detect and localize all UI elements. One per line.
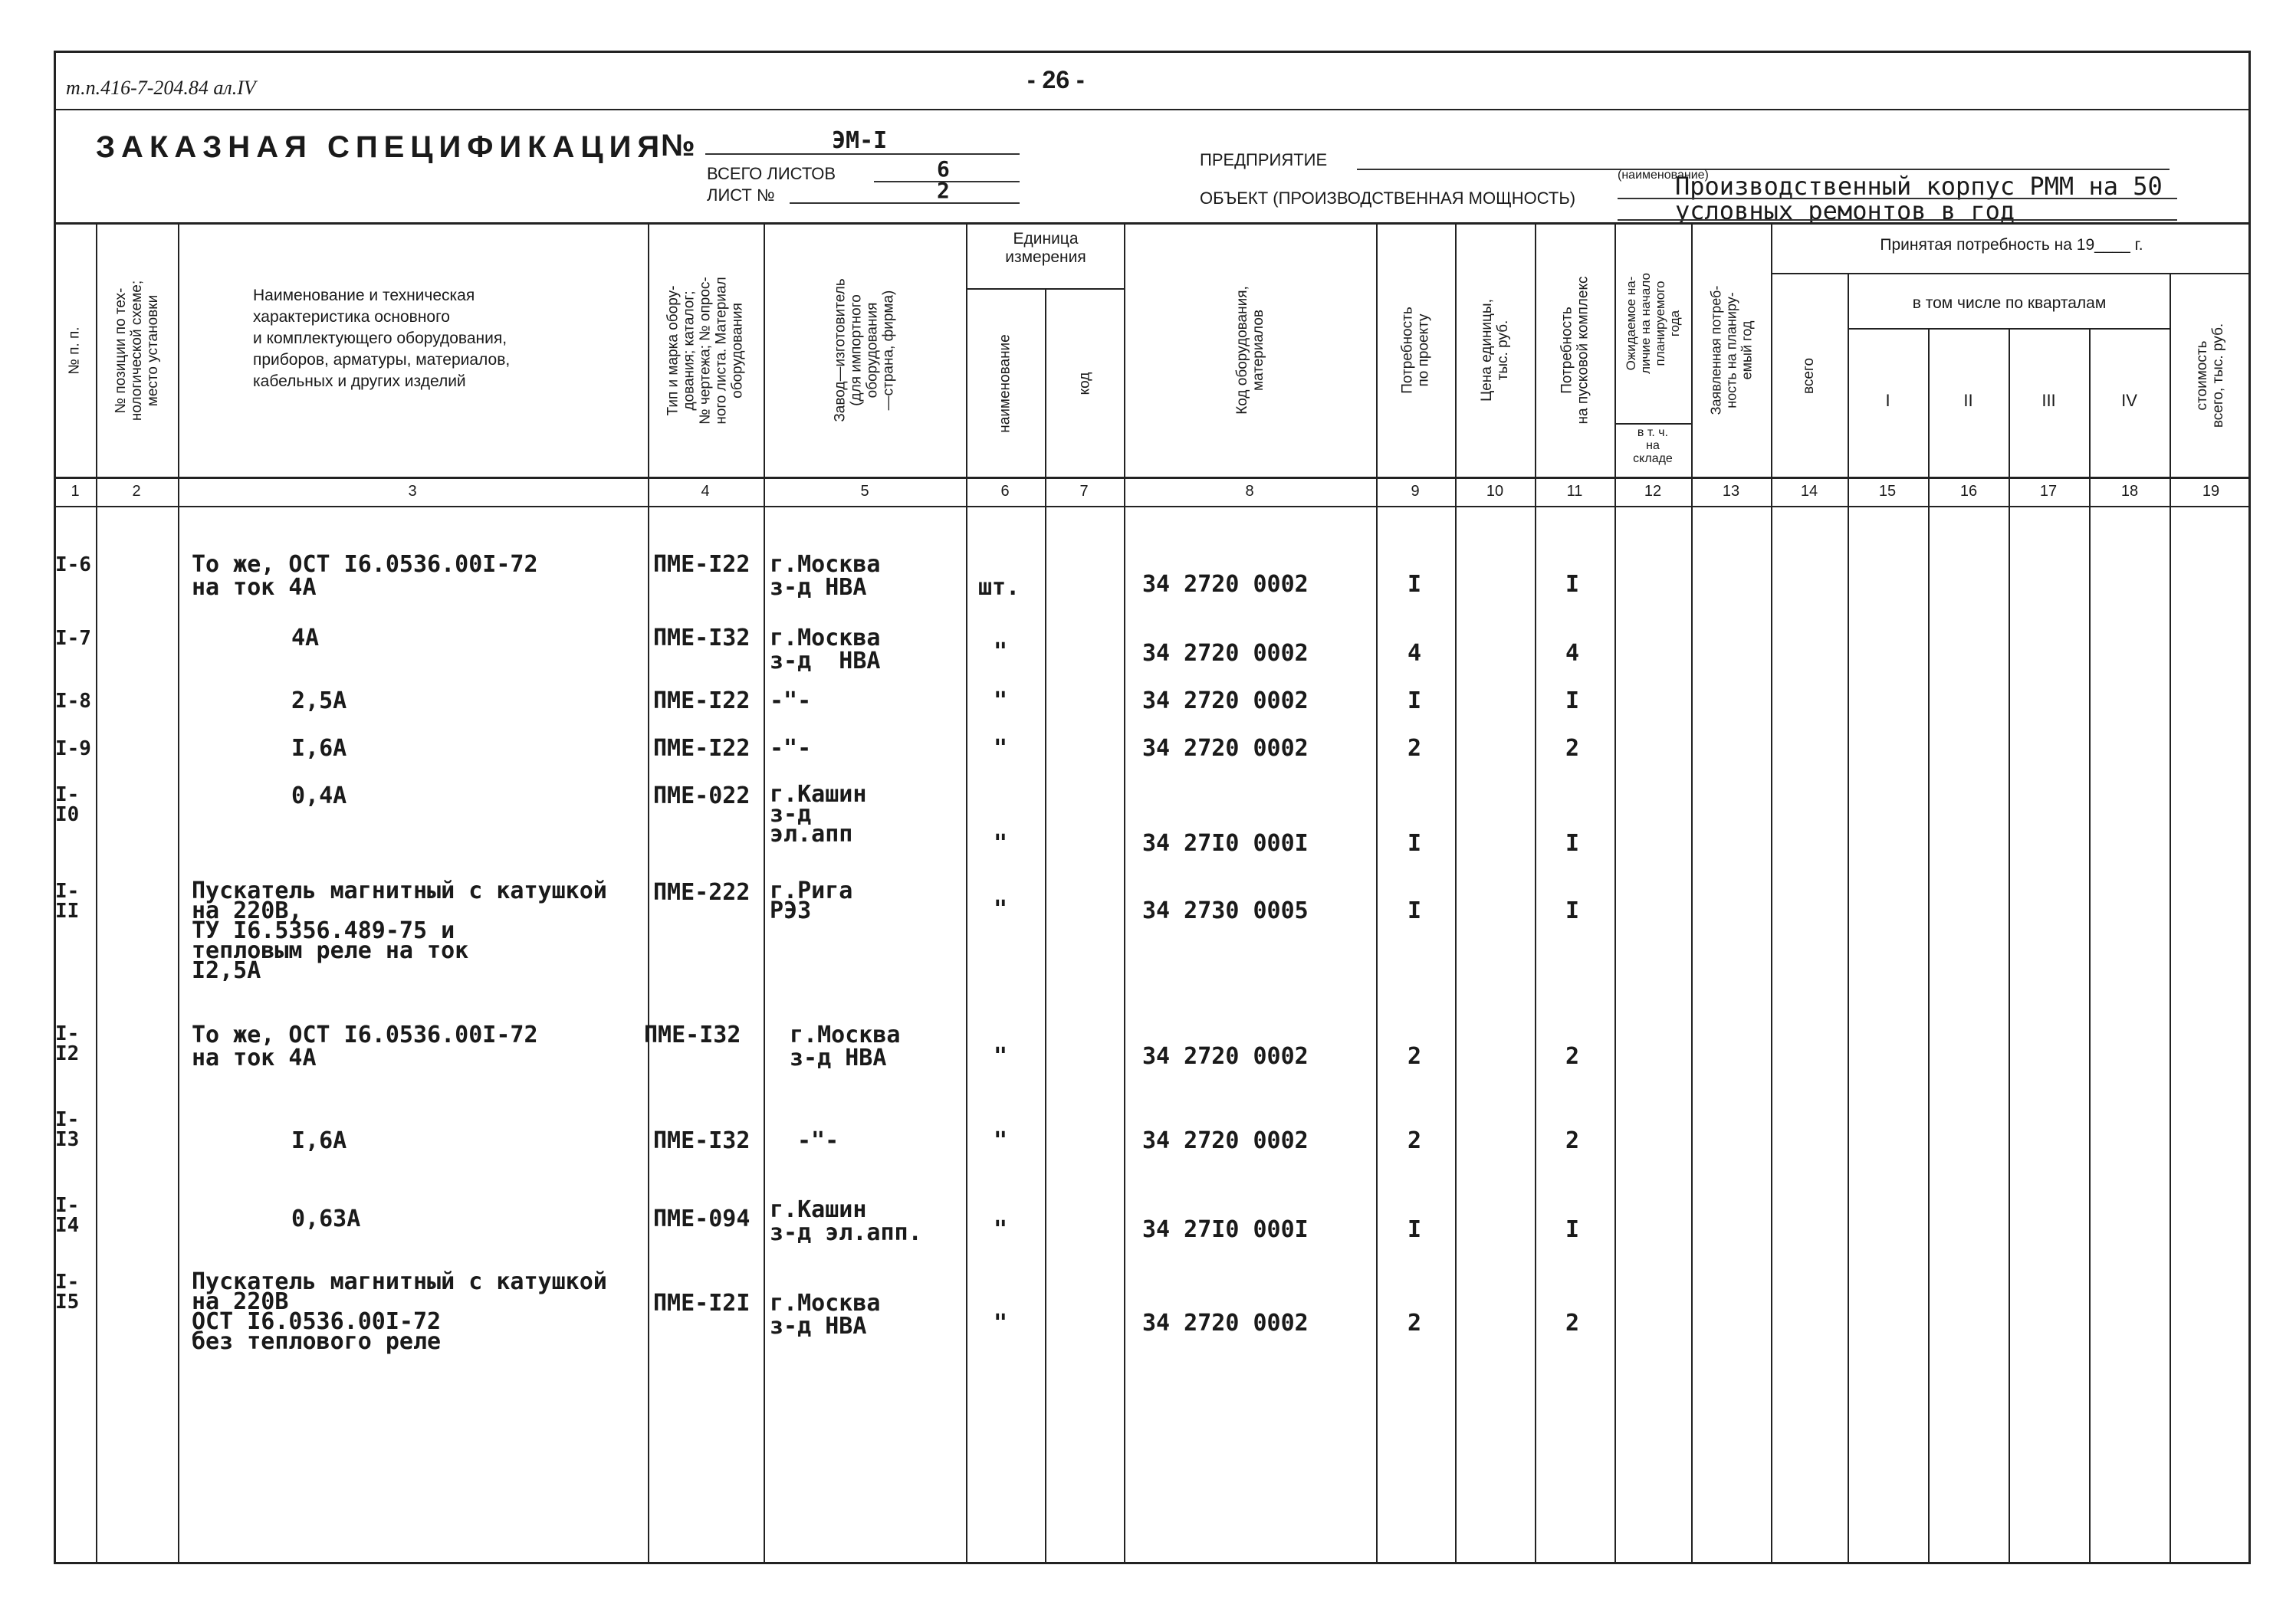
col-number-1: 1 [71,483,80,500]
number-sign: № [661,129,695,162]
spec-number: ЭМ-I [832,127,888,154]
row8-launch: 2 [1565,1127,1580,1154]
object-name-line2: условных ремонтов в год [1675,196,2015,225]
row9-unit: " [994,1216,1008,1243]
doc-title: ЗАКАЗНАЯ СПЕЦИФИКАЦИЯ [96,130,666,164]
col-number-2: 2 [132,483,141,500]
row7-maker: г.Москва з-д НВА [790,1022,901,1071]
col1-header: № п. п. [67,326,84,375]
row5-launch: I [1565,830,1580,857]
sheet-number-label: ЛИСТ № [707,185,775,205]
col11-header: Потребность на пусковой комплекс [1559,276,1591,425]
row9-launch: I [1565,1216,1580,1243]
col-number-16: 16 [1959,483,1978,500]
total-sheets-value: 6 [937,156,950,182]
total-sheets-label: ВСЕГО ЛИСТОВ [707,164,836,183]
row7-code: 34 2720 0002 [1142,1043,1309,1070]
col-number-17: 17 [2039,483,2058,500]
col-number-5: 5 [860,483,869,500]
row4-launch: 2 [1565,735,1580,762]
col14-header: всего [1801,357,1818,394]
row10-unit: " [994,1310,1008,1337]
header-bottom-rule [54,477,2251,479]
row2-maker: г.Москва з-д НВА [770,625,881,674]
row10-type: ПМЕ-I2I [653,1290,751,1317]
row6-unit: " [994,896,1008,923]
row3-no: I-8 [55,690,91,713]
quarters-header: в том числе по кварталам [1912,294,2107,312]
row1-unit: шт. [978,574,1020,601]
col12-header: Ожидаемое на- личие на начало планируемого года [1624,273,1683,374]
row4-no: I-9 [55,737,91,760]
row1-qty: I [1407,571,1422,598]
row10-maker: г.Москва з-д НВА [770,1290,881,1340]
row6-qty: I [1407,897,1422,924]
row8-code: 34 2720 0002 [1142,1127,1309,1154]
q1-header: I [1885,391,1890,410]
col7-header: код [1076,372,1092,395]
row5-code: 34 27I0 000I [1142,830,1309,857]
row5-name: 0,4А [291,782,347,809]
row7-no: I- I2 [55,1022,80,1065]
row4-unit: " [994,735,1008,762]
row1-launch: I [1565,571,1580,598]
col10-header: Цена единицы, тыс. руб. [1479,299,1512,402]
object-label: ОБЪЕКТ (ПРОИЗВОДСТВЕННАЯ МОЩНОСТЬ) [1200,189,1576,208]
row2-qty: 4 [1407,640,1422,667]
object-name-hint: (наименование) [1618,169,1709,182]
row3-maker: -"- [770,687,812,714]
row3-launch: I [1565,687,1580,714]
page-number: - 26 - [1027,66,1085,94]
q4-header: IV [2121,391,2137,410]
col-number-8: 8 [1245,483,1254,500]
row2-type: ПМЕ-I32 [653,625,751,651]
row4-code: 34 2720 0002 [1142,735,1309,762]
doc-reference: т.п.416-7-204.84 ал.IV [66,77,256,99]
row9-code: 34 27I0 000I [1142,1216,1309,1243]
row8-unit: " [994,1127,1008,1154]
row8-qty: 2 [1407,1127,1422,1154]
unit-group-header: Единица измерения [1005,230,1086,266]
row3-unit: " [994,687,1008,714]
col-number-7: 7 [1079,483,1089,500]
row10-launch: 2 [1565,1310,1580,1337]
sheet-number-value: 2 [937,178,950,203]
col-number-3: 3 [408,483,417,500]
col-number-12: 12 [1644,483,1662,500]
row2-name: 4А [291,625,320,651]
col8-header: Код оборудования, материалов [1233,286,1266,415]
row2-no: I-7 [55,627,91,650]
col13-header: Заявленная потреб- ность на планиру- емый год [1708,285,1755,415]
row3-qty: I [1407,687,1422,714]
row1-name: То же, ОСТ I6.0536.00I-72 на ток 4А [192,551,538,601]
row5-maker: г.Кашин з-д эл.апп [770,781,867,848]
row2-unit: " [994,638,1008,665]
col3-header: Наименование и техническая характеристика основного и комплектующего оборудования, приборов, арматуры, материалов, кабельных и других изделий [253,287,511,390]
col-number-19: 19 [2202,483,2220,500]
row4-qty: 2 [1407,735,1422,762]
row8-no: I- I3 [55,1108,80,1151]
col-number-6: 6 [1000,483,1010,500]
col-number-9: 9 [1411,483,1420,500]
row2-code: 34 2720 0002 [1142,640,1309,667]
row9-type: ПМЕ-094 [653,1206,751,1232]
object-name-line1: Производственный корпус РММ на 50 [1675,172,2163,201]
row3-name: 2,5А [291,687,347,714]
enterprise-label: ПРЕДПРИЯТИЕ [1200,150,1328,169]
col12-sub-header: в т. ч. на складе [1633,426,1673,465]
col4-header: Тип и марка обору- дования; каталог; № чертежа; № опрос- ного листа. Материал оборудования [665,276,746,425]
row7-name: То же, ОСТ I6.0536.00I-72 на ток 4А [192,1022,538,1071]
q2-header: II [1963,391,1973,410]
accepted-need-header: Принятая потребность на 19____ г. [1880,236,2143,254]
row2-launch: 4 [1565,640,1580,667]
row1-maker: г.Москва з-д НВА [770,551,881,601]
row8-name: I,6А [291,1127,347,1154]
col5-header: Завод—изготовитель (для импортного оборудования —страна, фирма) [832,278,897,422]
col-number-15: 15 [1878,483,1897,500]
row6-code: 34 2730 0005 [1142,897,1309,924]
q3-header: III [2041,391,2056,410]
row9-maker: г.Кашин з-д эл.апп. [770,1196,922,1246]
col-number-18: 18 [2120,483,2139,500]
row10-no: I- I5 [55,1271,80,1314]
col19-header: стоимость всего, тыс. руб. [2194,323,2227,428]
row8-maker: -"- [797,1127,839,1154]
row4-maker: -"- [770,735,812,762]
col-number-14: 14 [1800,483,1818,500]
row6-name: Пускатель магнитный с катушкой на 220В, ТУ I6.5356.489-75 и тепловым реле на ток I2,5А [192,878,607,984]
col-number-13: 13 [1722,483,1740,500]
col-number-10: 10 [1486,483,1504,500]
col9-header: Потребность по проекту [1399,307,1432,394]
row5-qty: I [1407,830,1422,857]
row5-no: I- I0 [55,783,80,826]
col2-header: № позиции по тех- нологической схеме; место установки [113,280,162,421]
row7-launch: 2 [1565,1043,1580,1070]
row6-no: I- II [55,880,80,923]
col6-header: наименование [997,333,1014,433]
col-number-11: 11 [1566,483,1583,500]
row7-qty: 2 [1407,1043,1422,1070]
row9-qty: I [1407,1216,1422,1243]
row1-type: ПМЕ-I22 [653,551,751,578]
row6-launch: I [1565,897,1580,924]
row5-type: ПМЕ-022 [653,782,751,809]
row9-name: 0,63А [291,1206,361,1232]
row8-type: ПМЕ-I32 [653,1127,751,1154]
row4-name: I,6А [291,735,347,762]
row1-code: 34 2720 0002 [1142,571,1309,598]
row7-unit: " [994,1043,1008,1070]
row10-qty: 2 [1407,1310,1422,1337]
col-number-4: 4 [701,483,710,500]
row1-no: I-6 [55,553,91,576]
row10-code: 34 2720 0002 [1142,1310,1309,1337]
row10-name: Пускатель магнитный с катушкой на 220В ОСТ I6.0536.00I-72 без теплового реле [192,1268,607,1355]
row6-maker: г.Рига РЭЗ [770,878,853,924]
row7-type: ПМЕ-I32 [644,1022,741,1048]
row9-no: I- I4 [55,1194,80,1237]
row6-type: ПМЕ-222 [653,879,751,906]
column-number-rule [54,506,2251,507]
row3-type: ПМЕ-I22 [653,687,751,714]
row4-type: ПМЕ-I22 [653,735,751,762]
row3-code: 34 2720 0002 [1142,687,1309,714]
row5-unit: " [994,830,1008,857]
